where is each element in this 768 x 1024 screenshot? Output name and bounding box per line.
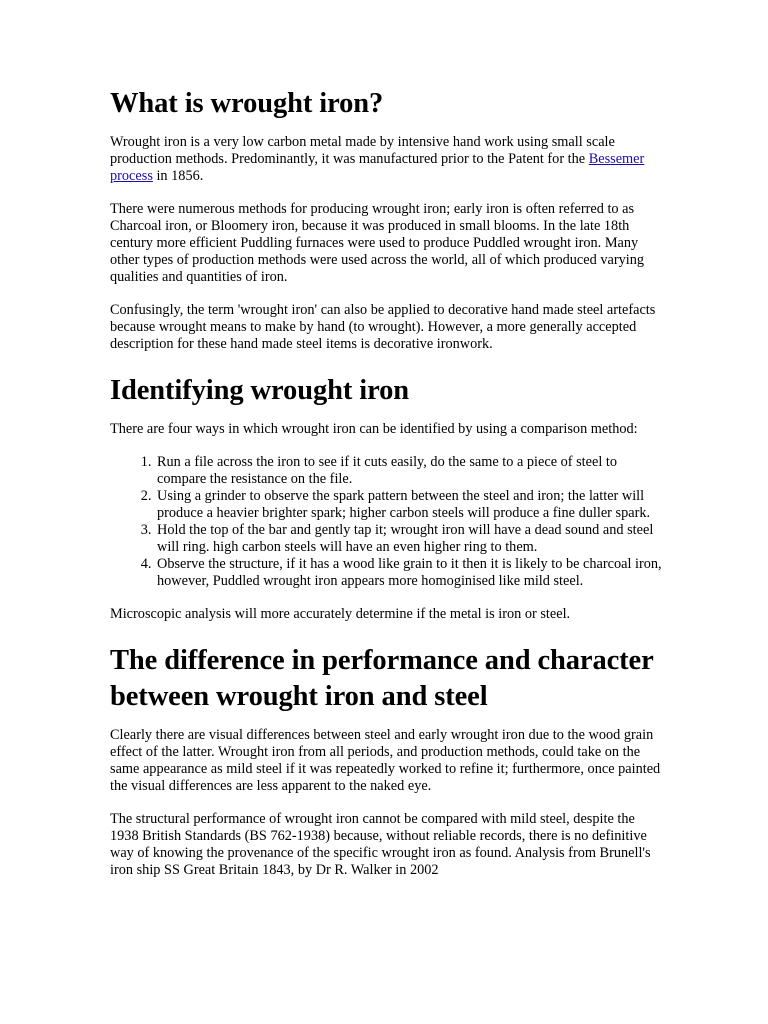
heading-performance-difference: The difference in performance and character between wrought iron and steel [110, 645, 654, 712]
paragraph-intro [110, 134, 662, 185]
paragraph-structural-performance: The structural performance of wrought iron cannot be compared with mild steel, despite the 1938 British Standards (BS 762-1938) because, without reliable records, there is no definitive way of knowing the provenance of the specific wrought iron as found. Analysis from Brunell's iron ship SS Great Britain 1843, by Dr R. Walker in 2002 [110, 811, 651, 878]
list-item: 4. Observe the structure, if it has a wood like grain to it then it is likely to be charcoal iron, however, Puddled wrought iron appears more homoginised like mild steel. [155, 556, 662, 590]
paragraph-identification-intro: There are four ways in which wrought iron can be identified by using a comparison method: [110, 421, 638, 437]
list-item: 3. Hold the top of the bar and gently tap it; wrought iron will have a dead sound and steel will ring. high carbon steels will have an even higher ring to them. [155, 522, 662, 556]
paragraph-visual-differences: Clearly there are visual differences between steel and early wrought iron due to the wood grain effect of the latter. Wrought iron from all periods, and production methods, could take on the same appearance as mild steel if it was repeatedly worked to refine it; furthermore, once painted the visual differences are less apparent to the naked eye. [110, 727, 661, 794]
paragraph-microscopic-analysis: Microscopic analysis will more accurately determine if the metal is iron or steel. [110, 606, 571, 622]
paragraph-intro-tail: in 1856. [152, 168, 204, 184]
list-item: 1. Run a file across the iron to see if it cuts easily, do the same to a piece of steel to compare the resistance on the file. [155, 454, 662, 488]
document-page [110, 86, 662, 895]
heading-what-is-wrought-iron: What is wrought iron? [110, 88, 384, 119]
bessemer-process-link[interactable]: Bessemer process [110, 151, 645, 184]
paragraph-intro-text: Wrought iron is a very low carbon metal made by intensive hand work using small scale production methods. Predominantly, it was manufactured prior to the Patent for the [110, 134, 615, 167]
heading-identifying-wrought-iron: Identifying wrought iron [110, 375, 410, 406]
paragraph-production-methods: There were numerous methods for producing wrought iron; early iron is often referred to as Charcoal iron, or Bloomery iron, because it was produced in small blooms. In the late 18th century more efficient Puddling furnaces were used to produce Puddled wrought iron. Many other types of production methods were used across the world, all of which produced varying qualities and quantities of iron. [110, 201, 645, 285]
identification-methods-list [110, 454, 662, 590]
list-item: 2. Using a grinder to observe the spark pattern between the steel and iron; the latter will produce a heavier brighter spark; higher carbon steels will produce a fine duller spark. [155, 488, 662, 522]
paragraph-decorative-ironwork: Confusingly, the term 'wrought iron' can also be applied to decorative hand made steel artefacts because wrought means to make by hand (to wrought). However, a more generally accepted description for these hand made steel items is decorative ironwork. [110, 302, 656, 352]
